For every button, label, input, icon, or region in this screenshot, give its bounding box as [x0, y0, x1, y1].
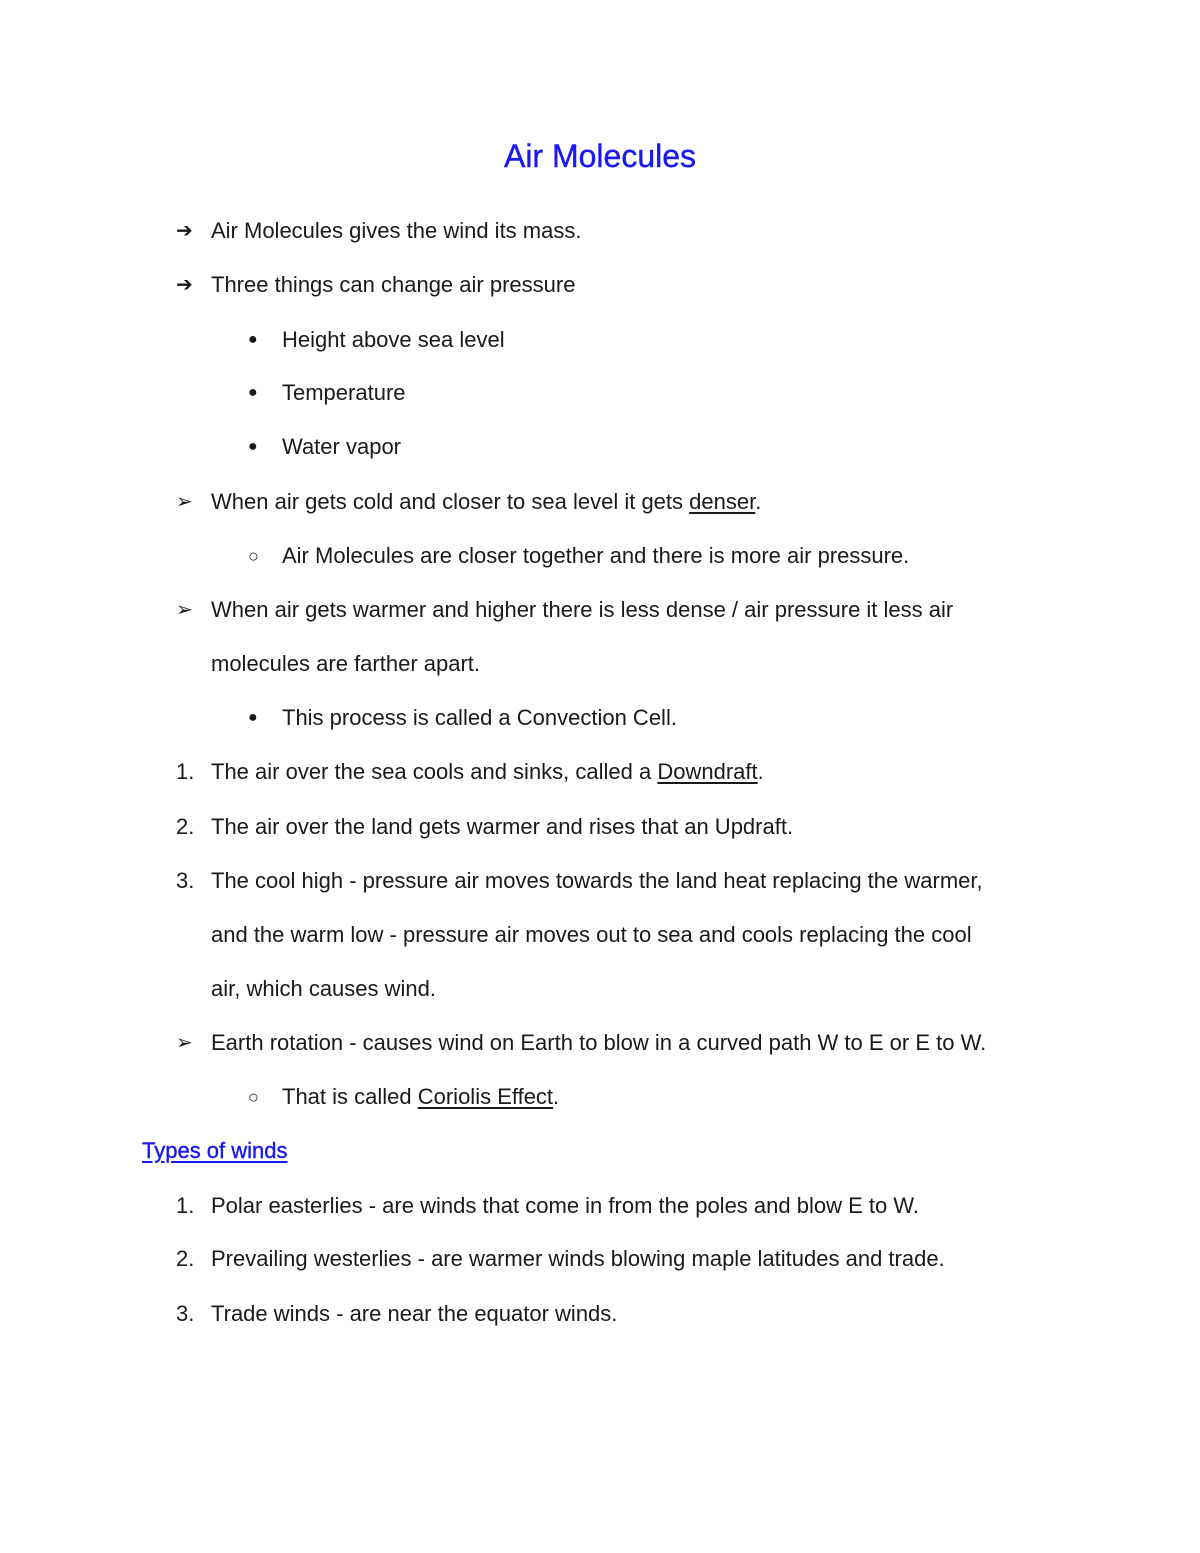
text-segment: The air over the sea cools and sinks, called a	[211, 759, 658, 784]
list-item-text: Earth rotation - causes wind on Earth to blow in a curved path W to E or E to W.	[211, 1030, 987, 1055]
list-item-text: Height above sea level	[282, 327, 505, 352]
term-denser: denser	[689, 489, 756, 514]
section-heading-types-of-winds: Types of winds	[142, 1138, 288, 1163]
list-item	[0, 432, 1200, 462]
list-item-text: Trade winds - are near the equator winds.	[211, 1301, 618, 1326]
arrow-icon: ➔	[176, 220, 193, 242]
page-title: Air Molecules	[503, 138, 697, 174]
list-item	[0, 1082, 1200, 1112]
list-item	[0, 595, 1200, 625]
list-item-text: The cool high - pressure air moves towards the land heat replacing the warmer,	[211, 868, 983, 893]
list-item-text: and the warm low - pressure air moves out to sea and cools replacing the cool	[211, 922, 972, 947]
list-item-text: Three things can change air pressure	[211, 272, 576, 297]
arrow-icon: ➔	[176, 274, 193, 296]
list-item-text: Air Molecules gives the wind its mass.	[211, 218, 582, 243]
list-item-continuation	[0, 974, 1200, 1004]
list-item-text: air, which causes wind.	[211, 976, 436, 1001]
list-item-text: Air Molecules are closer together and there is more air pressure.	[282, 543, 910, 568]
chevron-arrow-icon: ➢	[176, 1032, 193, 1054]
list-item	[0, 1028, 1200, 1058]
list-number: 3.	[176, 868, 195, 893]
list-number: 3.	[176, 1301, 195, 1326]
list-item	[0, 812, 1200, 842]
circle-bullet-icon: ○	[248, 546, 259, 566]
bullet-icon: ●	[248, 384, 258, 401]
list-item	[0, 1191, 1200, 1221]
list-item	[0, 703, 1200, 733]
list-item-text	[211, 757, 764, 787]
circle-bullet-icon: ○	[248, 1087, 259, 1107]
text-segment: That is called	[282, 1084, 418, 1109]
text-segment: .	[755, 489, 762, 514]
term-downdraft: Downdraft	[657, 759, 758, 784]
text-segment: When air gets cold and closer to sea level it gets	[211, 489, 690, 514]
list-item	[0, 216, 1200, 246]
list-item-text: molecules are farther apart.	[211, 651, 481, 676]
term-coriolis-effect: Coriolis Effect	[417, 1084, 554, 1109]
list-item	[0, 1299, 1200, 1329]
list-item	[0, 487, 1200, 517]
list-number: 2.	[176, 1246, 195, 1271]
chevron-arrow-icon: ➢	[176, 599, 193, 621]
list-item	[0, 866, 1200, 896]
list-item	[0, 1244, 1200, 1274]
list-item	[0, 325, 1200, 355]
list-item-text: This process is called a Convection Cell.	[282, 705, 677, 730]
list-item	[0, 757, 1200, 787]
bullet-icon: ●	[248, 709, 258, 726]
list-item	[0, 270, 1200, 300]
list-item-text: Polar easterlies - are winds that come in from the poles and blow E to W.	[211, 1193, 919, 1218]
list-number: 2.	[176, 814, 195, 839]
list-item-text: When air gets warmer and higher there is less dense / air pressure it less air	[211, 597, 954, 622]
list-item-text: The air over the land gets warmer and rises that an Updraft.	[211, 814, 794, 839]
text-segment: .	[553, 1084, 560, 1109]
list-item-text	[211, 487, 761, 517]
text-segment: .	[757, 759, 764, 784]
list-item-continuation	[0, 920, 1200, 950]
chevron-arrow-icon: ➢	[176, 491, 193, 513]
list-item-text: Prevailing westerlies - are warmer winds blowing maple latitudes and trade.	[211, 1246, 945, 1271]
list-item	[0, 378, 1200, 408]
bullet-icon: ●	[248, 438, 258, 455]
list-number: 1.	[176, 759, 195, 784]
list-number: 1.	[176, 1193, 195, 1218]
list-item-text: Temperature	[282, 380, 406, 405]
bullet-icon: ●	[248, 331, 258, 348]
list-item	[0, 541, 1200, 571]
list-item-continuation	[0, 649, 1200, 679]
list-item-text: Water vapor	[282, 434, 402, 459]
list-item-text	[282, 1082, 559, 1112]
